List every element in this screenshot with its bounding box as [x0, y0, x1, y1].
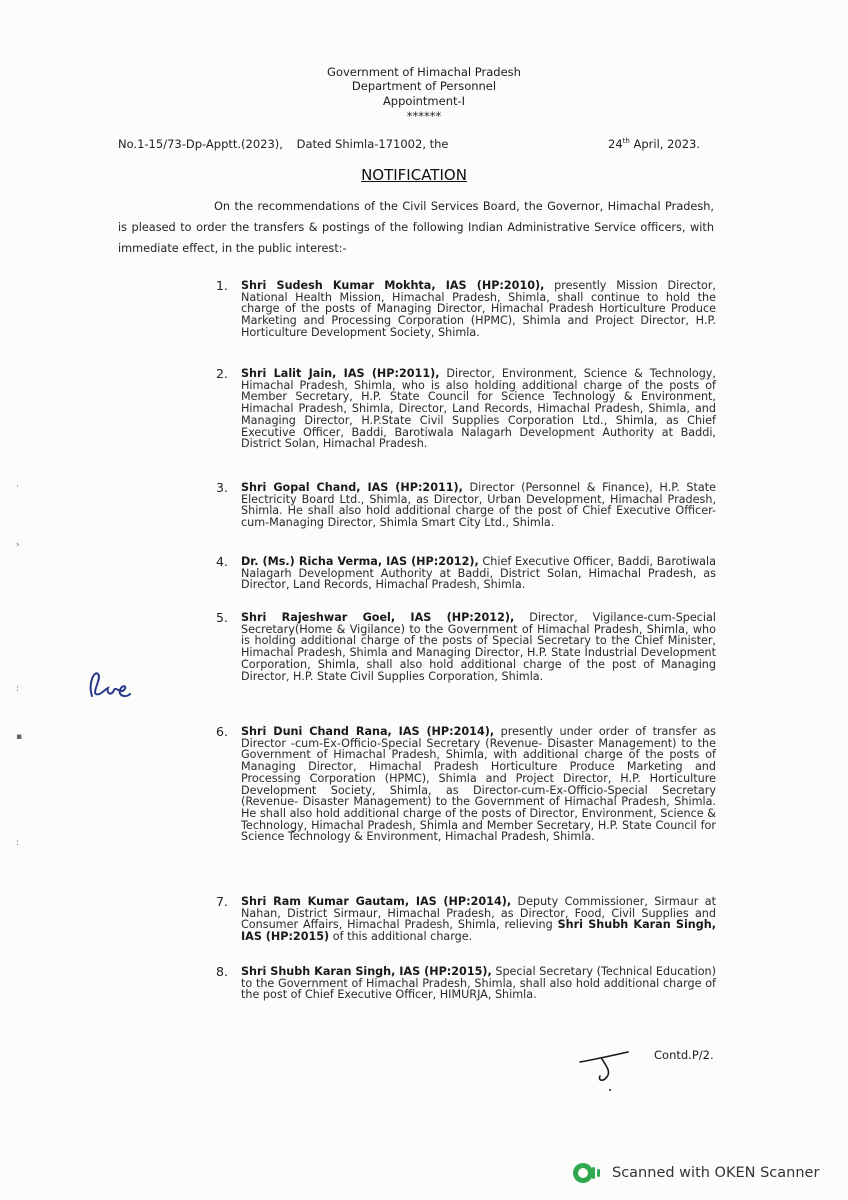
list-item-3: [216, 482, 716, 529]
item-text: presently Mission Director, National Health Mission, Himachal Pradesh, Shimla, shall continue to hold the charge of the posts of Managing Director, Himachal Pradesh Horticulture Produce Marketing and Processing Corporation (HPMC), Shimla and Project Director, H.P. Horticulture Development Society, Shimla.: [241, 279, 716, 339]
page-title: NOTIFICATION: [361, 166, 467, 184]
date-day: 24: [608, 137, 623, 151]
item-number: 8.: [216, 964, 228, 979]
margin-initials-signature: [84, 664, 134, 704]
reference-dated: Dated Shimla-171002, the: [296, 137, 449, 151]
officer-name: Shri Gopal Chand, IAS (HP:2011),: [241, 481, 463, 494]
item-text: Deputy Commissioner, Sirmaur at Nahan, District Sirmaur, Himachal Pradesh, as Director, Food, Civil Supplies and Consumer Affairs, Himachal Pradesh, Shimla, relieving: [241, 895, 716, 932]
notification-date: [608, 137, 700, 151]
item-number: 6.: [216, 724, 228, 739]
scan-mark: :: [16, 838, 20, 848]
list-item-4: [216, 556, 716, 591]
item-text: Chief Executive Officer, Baddi, Barotiwala Nalagarh Development Authority at Baddi, District Solan, Himachal Pradesh, as Director, Land Records, Himachal Pradesh, Shimla.: [241, 555, 716, 592]
item-number: 7.: [216, 894, 228, 909]
header-section: Appointment-I: [382, 94, 466, 108]
reference-number: No.1-15/73-Dp-Apptt.(2023),: [118, 137, 283, 151]
date-suffix: th: [622, 137, 630, 146]
intro-paragraph: On the recommendations of the Civil Services Board, the Governor, Himachal Pradesh, is pleased to order the transfers & postings of the following Indian Administrative Service officers, with immediate effect, in the public interest:-: [118, 200, 714, 255]
list-item-8: [216, 966, 716, 1001]
item-number: 2.: [216, 366, 228, 381]
scanner-footer-text: Scanned with OKEN Scanner: [612, 1165, 820, 1181]
scanner-footer: [572, 1160, 819, 1186]
item-text-end: of this additional charge.: [329, 930, 473, 944]
officer-name: Shri Duni Chand Rana, IAS (HP:2014),: [241, 725, 495, 738]
item-text: Special Secretary (Technical Education) to the Government of Himachal Pradesh, Shimla, shall also hold additional charge of the post of Chief Executive Officer, HIMURJA, Shimla.: [241, 965, 716, 1002]
officer-name: Shri Sudesh Kumar Mokhta, IAS (HP:2010),: [241, 279, 545, 292]
item-text: Director, Vigilance-cum-Special Secretary(Home & Vigilance) to the Government of Himachal Pradesh, Shimla, who is holding additional charge of the posts of Special Secretary to the Chief Minister, Himachal Pradesh, Shimla and Managing Director, H.P. State Industrial Development Corporation, Shimla, shall also hold additional charge of the post of Managing Director, H.P. State Civil Supplies Corporation, Shimla.: [241, 611, 716, 683]
list-item-1: [216, 280, 716, 339]
officer-name-relieved: Shri Shubh Karan Singh, IAS (HP:2015): [241, 918, 716, 944]
scan-mark: ▪: [16, 732, 23, 742]
scan-mark: ›: [16, 540, 20, 550]
list-item-6: [216, 726, 716, 843]
item-text: presently under order of transfer as Director -cum-Ex-Officio-Special Secretary (Revenue- Disaster Management) to the Government of Himachal Pradesh, Shimla, with additional charge of the posts of Managing Director, Himachal Pradesh Horticulture Produce Marketing and Processing Corporation (HPMC), Shimla and Project Director, H.P. Horticulture Development Society, Shimla, as Director-cum-Ex-Officio-Special Secretary (Revenue- Disaster Management) to the Government of Himachal Pradesh, Shimla. He shall also hold additional charge of the posts of Director, Environment, Science & Technology, Himachal Pradesh, Shimla and Member Secretary, H.P. State Council for Science Technology & Environment, Himachal Pradesh, Shimla.: [241, 725, 716, 844]
header-department: Department of Personnel: [351, 79, 497, 93]
list-item-5: [216, 612, 716, 682]
item-number: 5.: [216, 610, 228, 625]
scan-mark: ·: [16, 482, 19, 492]
item-text: Director, Environment, Science & Technology, Himachal Pradesh, Shimla, who is also holding additional charge of the posts of Member Secretary, H.P. State Council for Science Technology & Environment, Himachal Pradesh, Shimla, Director, Land Records, Himachal Pradesh, Shimla, and Managing Director, H.P.State Civil Supplies Corporation Ltd., Shimla, as Chief Executive Officer, Baddi, Barotiwala Nalagarh Development Authority at Baddi, District Solan, Himachal Pradesh.: [241, 367, 716, 451]
item-number: 3.: [216, 480, 228, 495]
officer-name: Shri Rajeshwar Goel, IAS (HP:2012),: [241, 611, 515, 624]
item-text: Director (Personnel & Finance), H.P. State Electricity Board Ltd., Shimla, as Director, Urban Development, Himachal Pradesh, Shimla. He shall also hold additional charge of the post of Chief Executive Officer-cum-Managing Director, Shimla Smart City Ltd., Shimla.: [241, 481, 716, 530]
scan-mark: :: [16, 684, 20, 694]
list-item-7: [216, 896, 716, 943]
header-stars: ******: [406, 109, 442, 123]
list-item-2: [216, 368, 716, 450]
officer-name: Shri Ram Kumar Gautam, IAS (HP:2014),: [241, 895, 512, 908]
item-number: 4.: [216, 554, 228, 569]
continued-note: Contd.P/2.: [654, 1048, 714, 1062]
reference-line: [118, 137, 449, 151]
officer-name: Dr. (Ms.) Richa Verma, IAS (HP:2012),: [241, 555, 479, 568]
officer-name: Shri Shubh Karan Singh, IAS (HP:2015),: [241, 965, 492, 978]
item-number: 1.: [216, 278, 228, 293]
officer-name: Shri Lalit Jain, IAS (HP:2011),: [241, 367, 440, 380]
date-month-year: April, 2023.: [629, 137, 701, 151]
header-government: Government of Himachal Pradesh: [327, 65, 521, 79]
oken-scanner-logo-icon: [572, 1160, 602, 1186]
officer-signature: [576, 1046, 632, 1094]
